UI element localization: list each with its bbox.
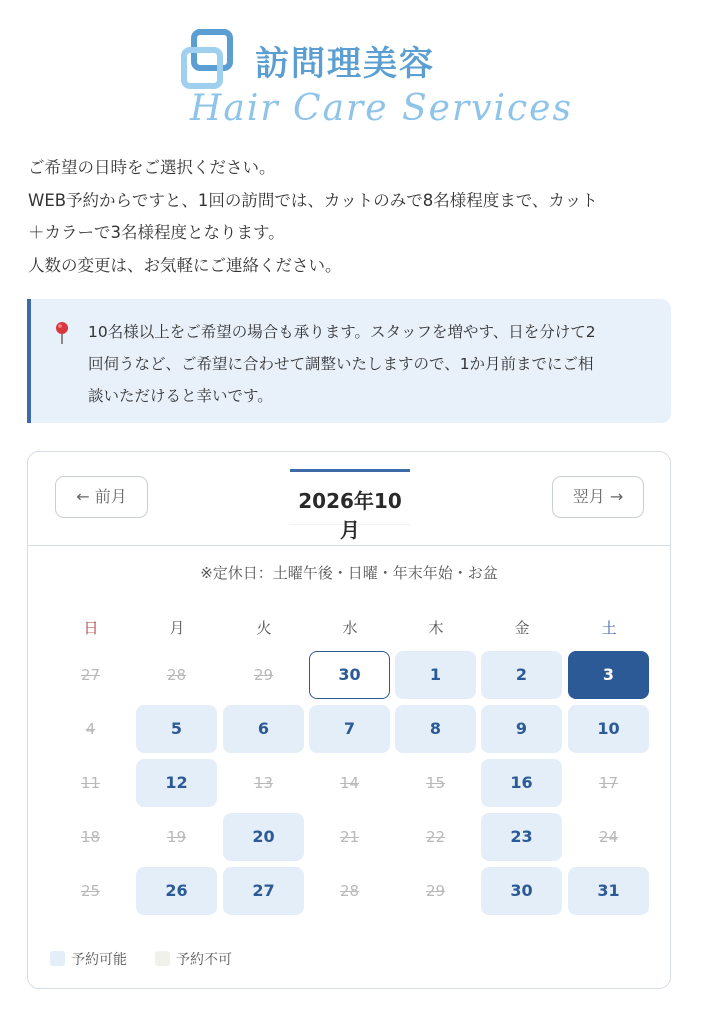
weekday-label: 金 xyxy=(514,619,530,637)
day-cell-disabled: 22 xyxy=(425,828,446,846)
day-cell-available[interactable]: 27 xyxy=(223,867,304,915)
weekday-label: 土 xyxy=(601,619,617,637)
weekday-label: 木 xyxy=(428,619,444,637)
legend-unavailable xyxy=(155,949,232,969)
day-cell-disabled: 4 xyxy=(85,720,96,738)
day-cell-available[interactable]: 2 xyxy=(481,651,562,699)
day-cell-disabled: 14 xyxy=(339,774,360,792)
notice-line: 談いただけると幸いです。 xyxy=(88,387,273,405)
weekday-label: 火 xyxy=(256,619,272,637)
day-cell-available[interactable]: 16 xyxy=(481,759,562,807)
day-cell-disabled: 18 xyxy=(80,828,101,846)
day-cell-today[interactable]: 30 xyxy=(309,651,390,699)
day-cell-disabled: 29 xyxy=(253,666,274,684)
day-cell-available[interactable]: 30 xyxy=(481,867,562,915)
day-cell-disabled: 25 xyxy=(80,882,101,900)
day-cell-available[interactable]: 5 xyxy=(136,705,217,753)
day-cell-available[interactable]: 10 xyxy=(568,705,649,753)
intro-line: WEB予約からですと、1回の訪問では、カットのみで8名様程度まで、カット xyxy=(28,190,598,210)
notice-text xyxy=(88,316,658,412)
legend-available-label: 予約可能 xyxy=(71,952,127,968)
holiday-note: ※定休日：土曜午後・日曜・年末年始・お盆 xyxy=(200,564,498,582)
intro-line: ご希望の日時をご選択ください。 xyxy=(28,158,276,177)
day-cell-selected[interactable]: 3 xyxy=(568,651,649,699)
month-title: 2026年10月 xyxy=(298,489,402,542)
calendar xyxy=(27,451,671,989)
day-cell-available[interactable]: 23 xyxy=(481,813,562,861)
day-cell-disabled: 27 xyxy=(80,666,101,684)
legend-available-swatch xyxy=(50,951,65,966)
legend-available xyxy=(50,949,127,969)
logo-title-en: Hair Care Services xyxy=(190,88,573,129)
logo-squares-icon xyxy=(180,28,236,92)
day-cell-disabled: 24 xyxy=(598,828,619,846)
day-cell-disabled: 28 xyxy=(339,882,360,900)
day-cell-available[interactable]: 1 xyxy=(395,651,476,699)
weekday-label: 月 xyxy=(169,619,185,637)
month-tab xyxy=(290,469,410,542)
next-month-button[interactable]: 翌月 → xyxy=(552,476,644,518)
day-cell-available[interactable]: 7 xyxy=(309,705,390,753)
day-cell-disabled: 17 xyxy=(598,774,619,792)
legend-unavailable-label: 予約不可 xyxy=(176,952,232,968)
notice-line: 回伺うなど、ご希望に合わせて調整いたしますので、1か月前までにご相 xyxy=(88,355,594,373)
notice-box xyxy=(27,299,671,423)
intro-text xyxy=(28,152,678,282)
day-cell-available[interactable]: 8 xyxy=(395,705,476,753)
logo xyxy=(0,0,705,140)
calendar-header xyxy=(28,452,670,546)
day-cell-disabled: 28 xyxy=(166,666,187,684)
day-cell-available[interactable]: 31 xyxy=(568,867,649,915)
legend-unavailable-swatch xyxy=(155,951,170,966)
pin-icon xyxy=(55,321,69,345)
logo-title-jp: 訪問理美容 xyxy=(255,44,435,84)
day-cell-available[interactable]: 12 xyxy=(136,759,217,807)
day-cell-disabled: 11 xyxy=(80,774,101,792)
day-cell-available[interactable]: 9 xyxy=(481,705,562,753)
notice-line: 10名様以上をご希望の場合も承ります。スタッフを増やす、日を分けて2 xyxy=(88,323,596,341)
weekday-label: 日 xyxy=(83,619,99,637)
day-cell-disabled: 29 xyxy=(425,882,446,900)
day-cell-disabled: 15 xyxy=(425,774,446,792)
day-cell-disabled: 13 xyxy=(253,774,274,792)
day-cell-available[interactable]: 26 xyxy=(136,867,217,915)
prev-month-button[interactable]: ← 前月 xyxy=(55,476,148,518)
day-cell-available[interactable]: 20 xyxy=(223,813,304,861)
day-cell-available[interactable]: 6 xyxy=(223,705,304,753)
intro-line: 人数の変更は、お気軽にご連絡ください。 xyxy=(28,255,342,275)
day-cell-disabled: 19 xyxy=(166,828,187,846)
weekday-label: 水 xyxy=(342,619,358,637)
intro-line: ＋カラーで3名様程度となります。 xyxy=(28,223,285,242)
day-cell-disabled: 21 xyxy=(339,828,360,846)
